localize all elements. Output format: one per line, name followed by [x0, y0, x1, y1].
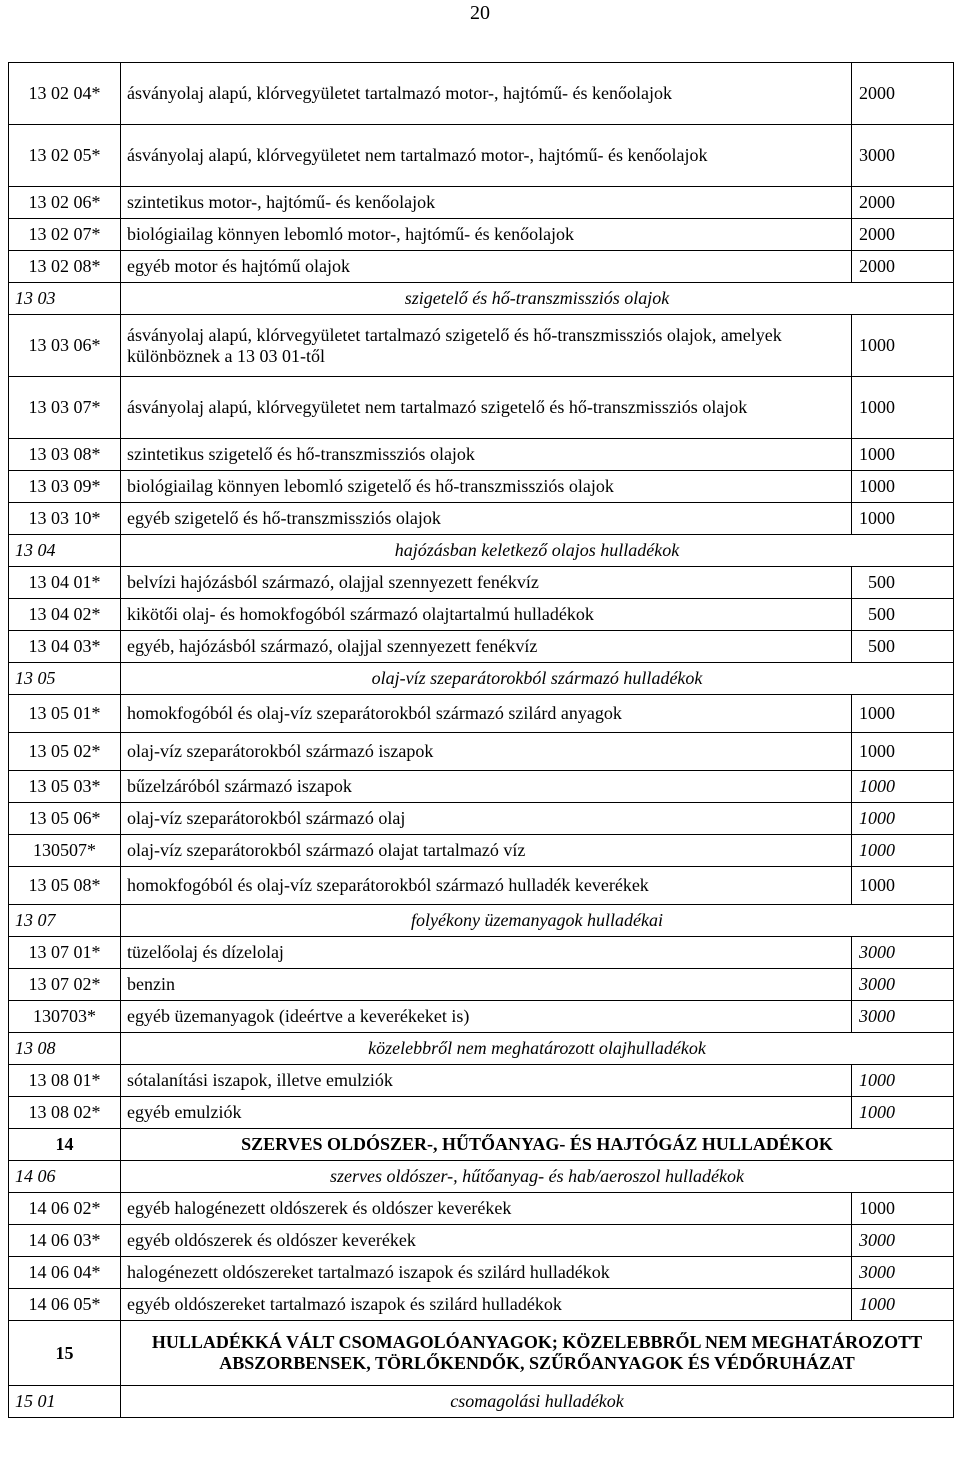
waste-description: egyéb üzemanyagok (ideértve a keverékeket is): [121, 1001, 852, 1033]
waste-description: halogénezett oldószereket tartalmazó iszapok és szilárd hulladékok: [121, 1257, 852, 1289]
waste-code: 13 05 03*: [9, 771, 121, 803]
table-row: [9, 1001, 954, 1033]
table-row: [9, 835, 954, 867]
waste-code: 15 01: [9, 1386, 121, 1418]
limit-value: 1000: [852, 439, 954, 471]
waste-code: 13 08: [9, 1033, 121, 1065]
waste-code-table: [8, 62, 954, 1418]
table-row: [9, 63, 954, 125]
limit-value: 1000: [852, 835, 954, 867]
waste-description: szerves oldószer-, hűtőanyag- és hab/aeroszol hulladékok: [121, 1161, 954, 1193]
waste-code: 13 03 10*: [9, 503, 121, 535]
subsection-row: [9, 283, 954, 315]
subsection-row: [9, 905, 954, 937]
waste-description: közelebbről nem meghatározott olajhulladékok: [121, 1033, 954, 1065]
limit-value: 1000: [852, 695, 954, 733]
waste-description: olaj-víz szeparátorokból származó hulladékok: [121, 663, 954, 695]
waste-code: 13 05 02*: [9, 733, 121, 771]
limit-value: 1000: [852, 733, 954, 771]
waste-description: olaj-víz szeparátorokból származó iszapok: [121, 733, 852, 771]
waste-description: sótalanítási iszapok, illetve emulziók: [121, 1065, 852, 1097]
subsection-row: [9, 1386, 954, 1418]
waste-code-table-body: [9, 63, 954, 1418]
waste-description: benzin: [121, 969, 852, 1001]
waste-description: ásványolaj alapú, klórvegyületet tartalmazó motor-, hajtómű- és kenőolajok: [121, 63, 852, 125]
limit-value: 1000: [852, 1097, 954, 1129]
waste-description: ásványolaj alapú, klórvegyületet tartalmazó szigetelő és hő-transzmissziós olajok, amelyek különböznek a 13 03 01-től: [121, 315, 852, 377]
waste-description: biológiailag könnyen lebomló motor-, hajtómű- és kenőolajok: [121, 219, 852, 251]
waste-code: 13 04 02*: [9, 599, 121, 631]
waste-description: egyéb motor és hajtómű olajok: [121, 251, 852, 283]
table-row: [9, 125, 954, 187]
limit-value: 3000: [852, 969, 954, 1001]
limit-value: 1000: [852, 1065, 954, 1097]
limit-value: 1000: [852, 377, 954, 439]
waste-code: 130507*: [9, 835, 121, 867]
waste-description: csomagolási hulladékok: [121, 1386, 954, 1418]
waste-description: szintetikus motor-, hajtómű- és kenőolajok: [121, 187, 852, 219]
waste-code: 13 07: [9, 905, 121, 937]
limit-value: 1000: [852, 771, 954, 803]
table-row: [9, 471, 954, 503]
table-row: [9, 503, 954, 535]
waste-code: 13 02 05*: [9, 125, 121, 187]
waste-code: 14 06 02*: [9, 1193, 121, 1225]
waste-code: 13 03 07*: [9, 377, 121, 439]
waste-description: szintetikus szigetelő és hő-transzmissziós olajok: [121, 439, 852, 471]
table-row: [9, 803, 954, 835]
limit-value: 1000: [852, 1193, 954, 1225]
subsection-row: [9, 1033, 954, 1065]
table-row: [9, 631, 954, 663]
subsection-row: [9, 535, 954, 567]
subsection-row: [9, 1161, 954, 1193]
waste-code: 14: [9, 1129, 121, 1161]
table-row: [9, 599, 954, 631]
waste-description: olaj-víz szeparátorokból származó olajat tartalmazó víz: [121, 835, 852, 867]
limit-value: 3000: [852, 937, 954, 969]
waste-description: homokfogóból és olaj-víz szeparátorokból származó szilárd anyagok: [121, 695, 852, 733]
section-row: [9, 1129, 954, 1161]
table-row: [9, 1097, 954, 1129]
limit-value: 1000: [852, 315, 954, 377]
waste-code: 14 06 04*: [9, 1257, 121, 1289]
waste-code: 13 08 01*: [9, 1065, 121, 1097]
table-row: [9, 969, 954, 1001]
waste-code: 13 03 09*: [9, 471, 121, 503]
section-row: [9, 1321, 954, 1386]
table-row: [9, 1225, 954, 1257]
waste-code: 130703*: [9, 1001, 121, 1033]
table-row: [9, 567, 954, 599]
waste-description: HULLADÉKKÁ VÁLT CSOMAGOLÓANYAGOK; KÖZELEBBRŐL NEM MEGHATÁROZOTT ABSZORBENSEK, TÖRLŐKENDŐK, SZŰRŐANYAGOK ÉS VÉDŐRUHÁZAT: [121, 1321, 954, 1386]
limit-value: 1000: [852, 1289, 954, 1321]
waste-description: egyéb, hajózásból származó, olajjal szennyezett fenékvíz: [121, 631, 852, 663]
limit-value: 2000: [852, 251, 954, 283]
waste-code: 13 08 02*: [9, 1097, 121, 1129]
waste-code: 13 05 08*: [9, 867, 121, 905]
waste-description: folyékony üzemanyagok hulladékai: [121, 905, 954, 937]
waste-description: egyéb szigetelő és hő-transzmissziós olajok: [121, 503, 852, 535]
table-row: [9, 187, 954, 219]
waste-code: 13 05 01*: [9, 695, 121, 733]
waste-code: 13 03 08*: [9, 439, 121, 471]
waste-description: szigetelő és hő-transzmissziós olajok: [121, 283, 954, 315]
table-row: [9, 439, 954, 471]
waste-code: 13 03: [9, 283, 121, 315]
waste-code: 13 02 08*: [9, 251, 121, 283]
table-row: [9, 219, 954, 251]
waste-code: 13 02 07*: [9, 219, 121, 251]
subsection-row: [9, 663, 954, 695]
waste-description: bűzelzáróból származó iszapok: [121, 771, 852, 803]
limit-value: 3000: [852, 125, 954, 187]
waste-code: 13 04: [9, 535, 121, 567]
table-row: [9, 867, 954, 905]
page-number: 20: [470, 2, 490, 24]
limit-value: 3000: [852, 1001, 954, 1033]
waste-code: 13 03 06*: [9, 315, 121, 377]
table-row: [9, 377, 954, 439]
waste-description: kikötői olaj- és homokfogóból származó olajtartalmú hulladékok: [121, 599, 852, 631]
table-row: [9, 937, 954, 969]
limit-value: 1000: [852, 803, 954, 835]
waste-code: 14 06 05*: [9, 1289, 121, 1321]
waste-description: belvízi hajózásból származó, olajjal szennyezett fenékvíz: [121, 567, 852, 599]
waste-description: olaj-víz szeparátorokból származó olaj: [121, 803, 852, 835]
waste-description: egyéb halogénezett oldószerek és oldószer keverékek: [121, 1193, 852, 1225]
waste-code: 13 07 02*: [9, 969, 121, 1001]
table-row: [9, 771, 954, 803]
limit-value: 1000: [852, 867, 954, 905]
waste-description: egyéb emulziók: [121, 1097, 852, 1129]
waste-description: ásványolaj alapú, klórvegyületet nem tartalmazó motor-, hajtómű- és kenőolajok: [121, 125, 852, 187]
waste-code: 13 05 06*: [9, 803, 121, 835]
limit-value: 2000: [852, 63, 954, 125]
limit-value: 500: [852, 599, 954, 631]
waste-description: hajózásban keletkező olajos hulladékok: [121, 535, 954, 567]
table-row: [9, 1257, 954, 1289]
waste-description: ásványolaj alapú, klórvegyületet nem tartalmazó szigetelő és hő-transzmissziós olajok: [121, 377, 852, 439]
waste-code: 13 02 04*: [9, 63, 121, 125]
waste-code: 13 04 01*: [9, 567, 121, 599]
table-row: [9, 315, 954, 377]
limit-value: 500: [852, 631, 954, 663]
limit-value: 1000: [852, 471, 954, 503]
table-row: [9, 1193, 954, 1225]
waste-description: egyéb oldószerek és oldószer keverékek: [121, 1225, 852, 1257]
table-row: [9, 251, 954, 283]
limit-value: 2000: [852, 219, 954, 251]
waste-description: egyéb oldószereket tartalmazó iszapok és szilárd hulladékok: [121, 1289, 852, 1321]
limit-value: 500: [852, 567, 954, 599]
table-row: [9, 1065, 954, 1097]
limit-value: 3000: [852, 1225, 954, 1257]
waste-description: tüzelőolaj és dízelolaj: [121, 937, 852, 969]
waste-code: 14 06: [9, 1161, 121, 1193]
waste-code: 13 02 06*: [9, 187, 121, 219]
table-row: [9, 733, 954, 771]
waste-code: 13 05: [9, 663, 121, 695]
waste-description: homokfogóból és olaj-víz szeparátorokból származó hulladék keverékek: [121, 867, 852, 905]
limit-value: 3000: [852, 1257, 954, 1289]
limit-value: 1000: [852, 503, 954, 535]
waste-code: 14 06 03*: [9, 1225, 121, 1257]
waste-code: 15: [9, 1321, 121, 1386]
waste-description: SZERVES OLDÓSZER-, HŰTŐANYAG- ÉS HAJTÓGÁZ HULLADÉKOK: [121, 1129, 954, 1161]
waste-code: 13 04 03*: [9, 631, 121, 663]
table-row: [9, 1289, 954, 1321]
waste-code: 13 07 01*: [9, 937, 121, 969]
table-row: [9, 695, 954, 733]
waste-description: biológiailag könnyen lebomló szigetelő és hő-transzmissziós olajok: [121, 471, 852, 503]
limit-value: 2000: [852, 187, 954, 219]
